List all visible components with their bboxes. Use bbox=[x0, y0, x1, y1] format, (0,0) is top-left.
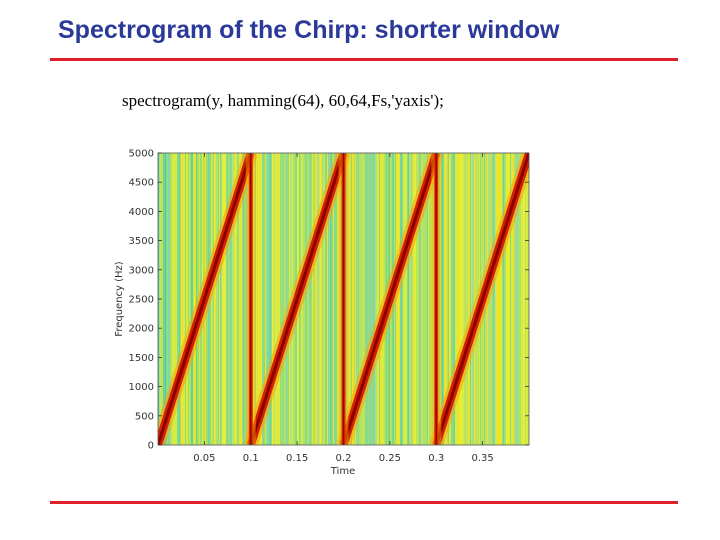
spectrogram-chart bbox=[100, 140, 550, 480]
x-tick-label: 0.35 bbox=[471, 453, 494, 464]
x-tick-label: 0.1 bbox=[242, 453, 259, 464]
y-tick-label: 5000 bbox=[128, 148, 154, 160]
y-tick-label: 2000 bbox=[128, 323, 154, 335]
x-tick-label: 0.15 bbox=[285, 453, 309, 464]
x-tick-label: 0.3 bbox=[428, 453, 445, 464]
y-tick-label: 4500 bbox=[128, 177, 154, 189]
y-tick-label: 2500 bbox=[128, 294, 154, 306]
x-axis-label: Time bbox=[330, 466, 356, 477]
y-tick-label: 0 bbox=[147, 440, 154, 452]
y-axis-label: Frequency (Hz) bbox=[114, 261, 125, 337]
reset-transient-core bbox=[343, 153, 345, 445]
reset-transient-core bbox=[436, 153, 438, 445]
y-tick-label: 1500 bbox=[128, 352, 154, 364]
y-tick-label: 3000 bbox=[128, 265, 154, 277]
y-tick-label: 1000 bbox=[128, 382, 154, 394]
y-tick-label: 500 bbox=[134, 411, 154, 423]
footer-rule bbox=[50, 501, 678, 504]
slide-title: Spectrogram of the Chirp: shorter window bbox=[58, 16, 560, 44]
x-tick-label: 0.2 bbox=[335, 453, 352, 464]
reset-transient-core bbox=[250, 153, 252, 445]
x-tick-label: 0.25 bbox=[378, 453, 402, 464]
y-tick-label: 3500 bbox=[128, 236, 154, 248]
x-tick-label: 0.05 bbox=[193, 453, 216, 464]
title-underline bbox=[50, 58, 678, 61]
y-tick-label: 4000 bbox=[128, 206, 154, 218]
matlab-command: spectrogram(y, hamming(64), 60,64,Fs,'yaxis'); bbox=[122, 91, 444, 110]
